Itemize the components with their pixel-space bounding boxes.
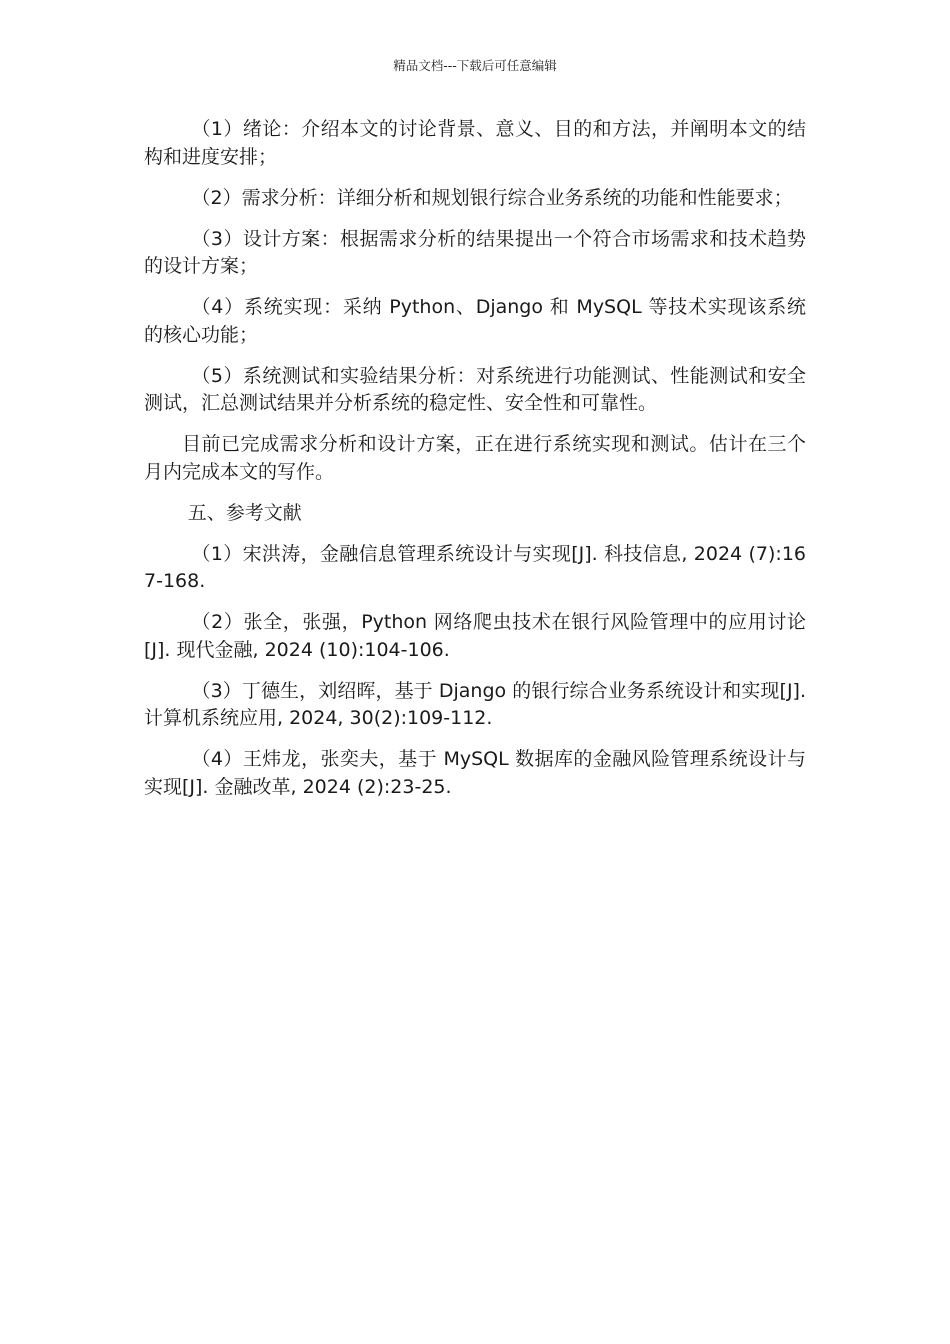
- progress-paragraph: 目前已完成需求分析和设计方案，正在进行系统实现和测试。估计在三个月内完成本文的写作。: [144, 433, 806, 483]
- reference-item: （4）王炜龙，张奕夫，基于 MySQL 数据库的金融风险管理系统设计与实现[J]. 金融改革, 2024 (2):23-25.: [144, 748, 806, 798]
- document-body: [144, 116, 806, 815]
- reference-item: （2）张全，张强，Python 网络爬虫技术在银行风险管理中的应用讨论[J]. 现代金融, 2024 (10):104-106.: [144, 611, 806, 661]
- page-header-watermark: 精品文档---下载后可任意编辑: [393, 58, 557, 73]
- references-heading: 五、参考文献: [187, 501, 302, 524]
- outline-item-requirements: （2）需求分析：详细分析和规划银行综合业务系统的功能和性能要求；: [191, 186, 793, 209]
- outline-item-implementation: （4）系统实现：采纳 Python、Django 和 MySQL 等技术实现该系统的核心功能；: [144, 296, 806, 346]
- outline-item-design: （3）设计方案：根据需求分析的结果提出一个符合市场需求和技术趋势的设计方案；: [144, 227, 806, 277]
- reference-item: （1）宋洪涛，金融信息管理系统设计与实现[J]. 科技信息, 2024 (7):167-168.: [144, 542, 806, 592]
- outline-item-introduction: （1）绪论：介绍本文的讨论背景、意义、目的和方法，并阐明本文的结构和进度安排；: [144, 118, 806, 168]
- outline-item-testing: （5）系统测试和实验结果分析：对系统进行功能测试、性能测试和安全测试，汇总测试结果并分析系统的稳定性、安全性和可靠性。: [144, 364, 806, 414]
- reference-item: （3）丁德生，刘绍晖，基于 Django 的银行综合业务系统设计和实现[J]. 计算机系统应用, 2024, 30(2):109-112.: [144, 679, 806, 729]
